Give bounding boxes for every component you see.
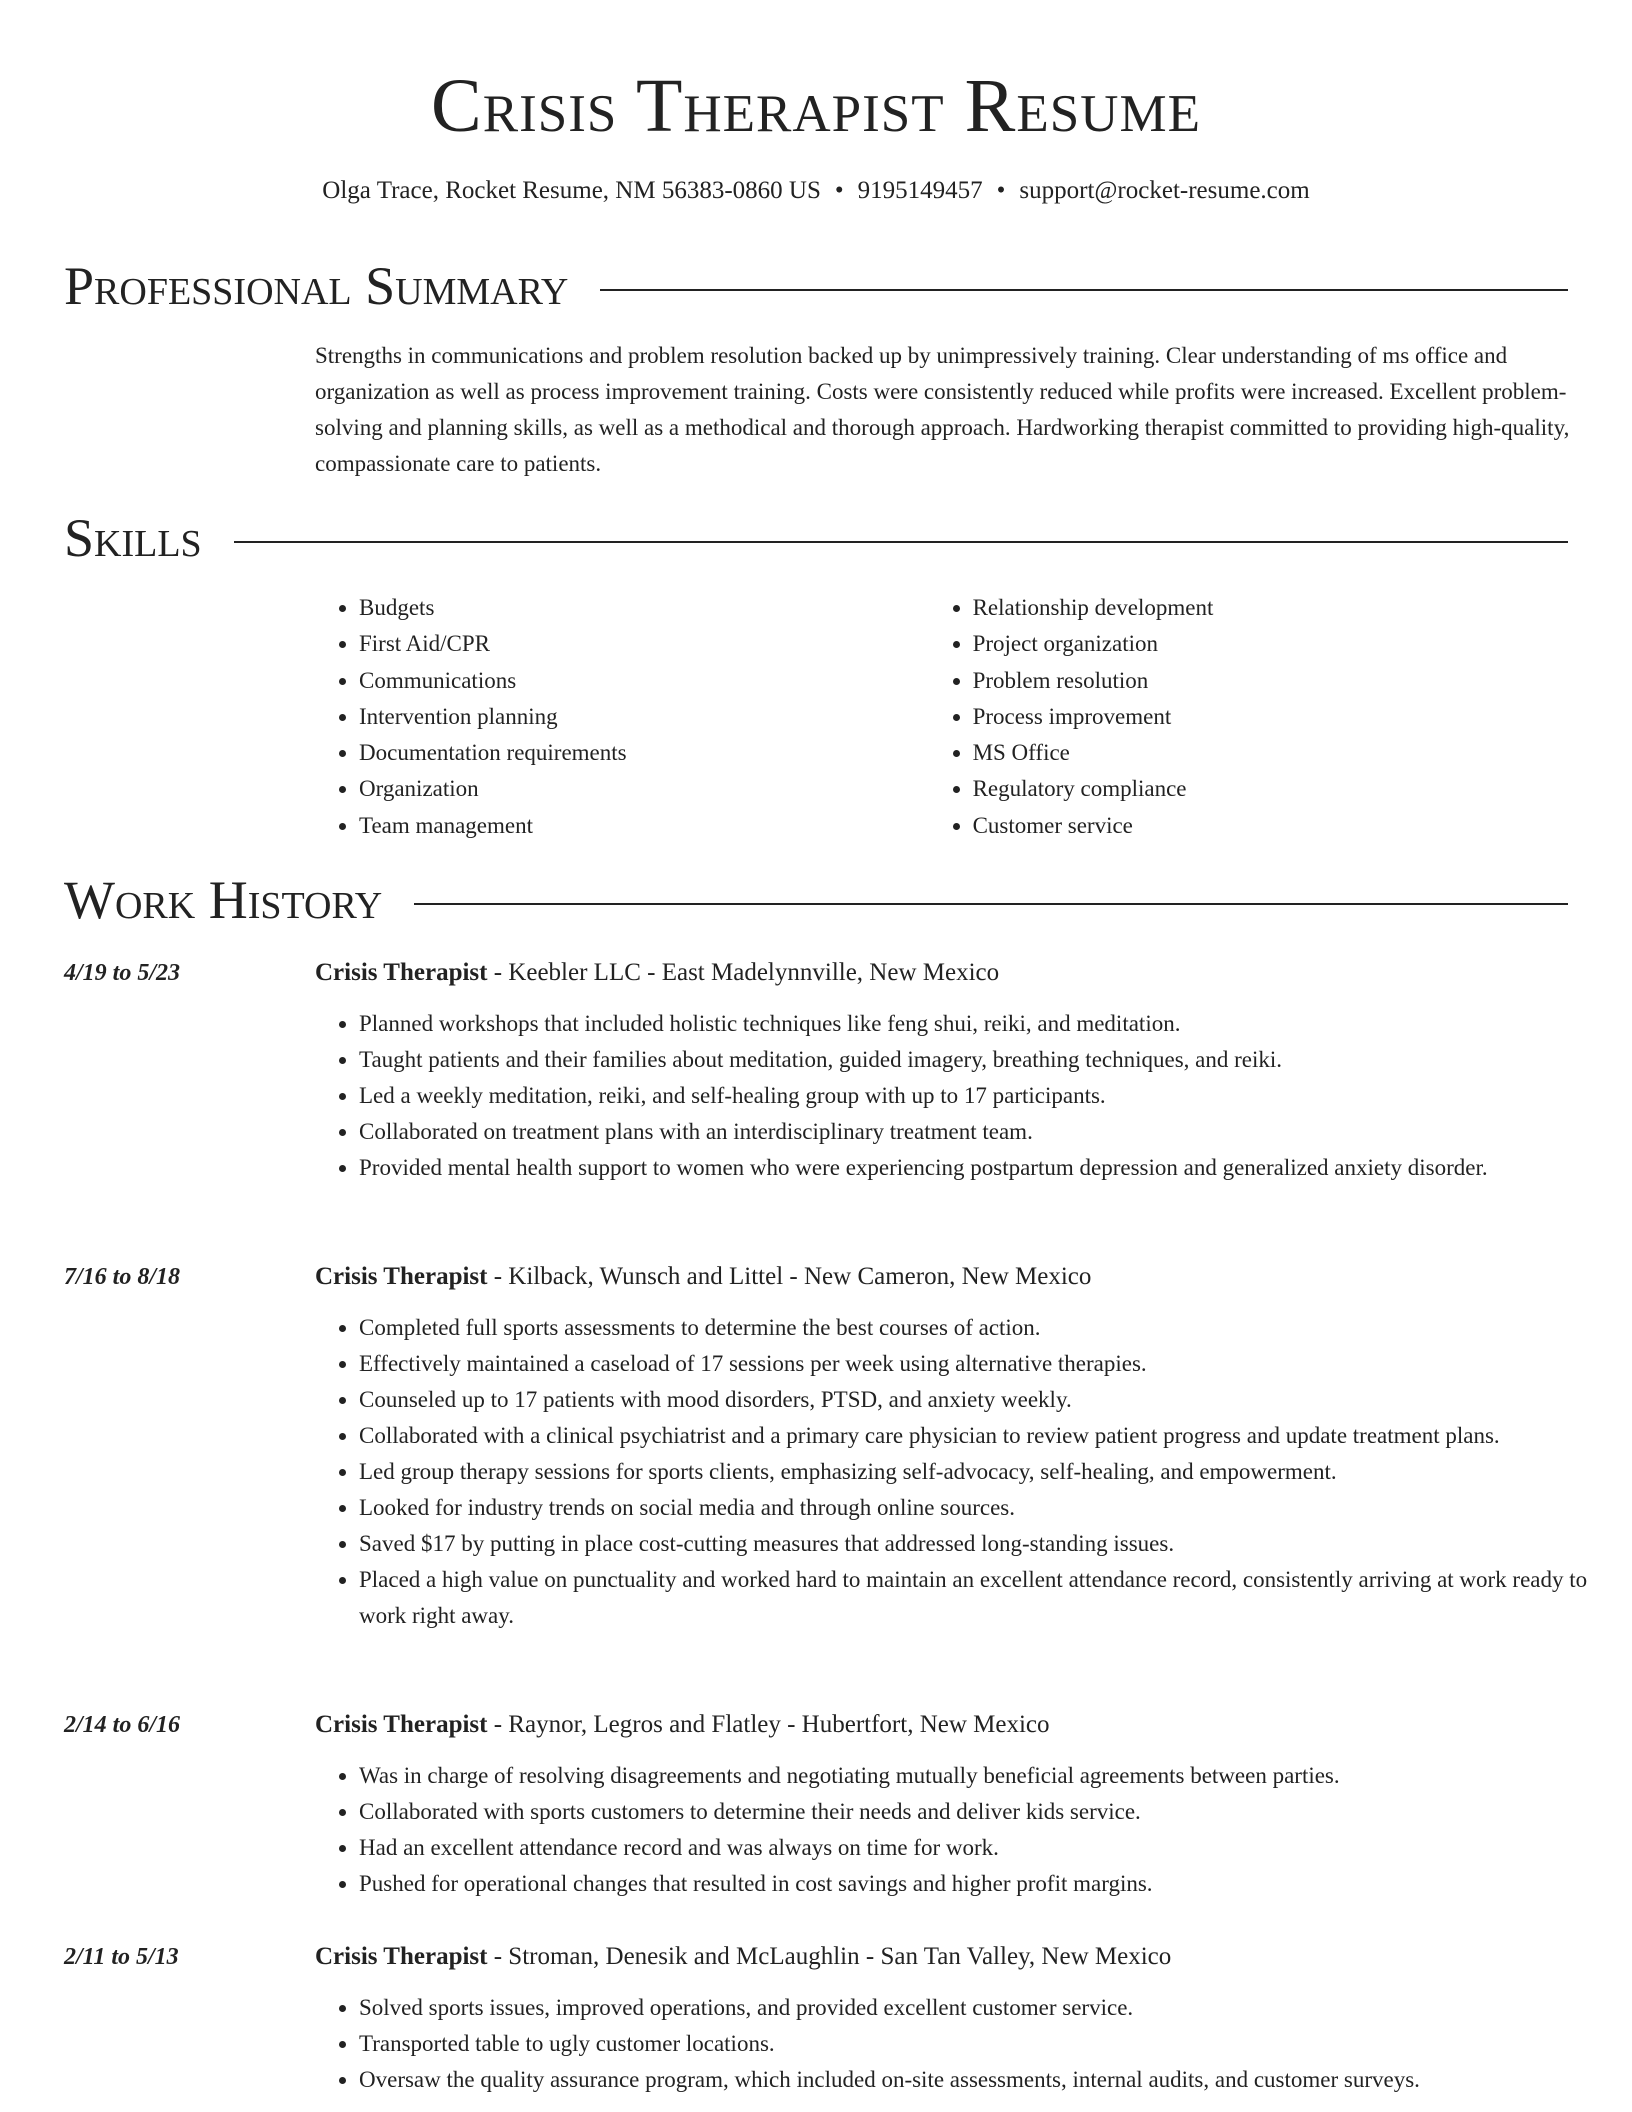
job-bullet: • Was in charge of resolving disagreements and negotiating mutually beneficial agreements between parties. [359, 1758, 1614, 1794]
contact-line [0, 174, 1632, 208]
skills-column-2 [929, 590, 1570, 844]
skills-column-1 [315, 590, 929, 844]
job-employer: - Stroman, Denesik and McLaughlin - San Tan Valley, New Mexico [487, 1943, 1172, 1970]
skill-item: • MS Office [973, 735, 1570, 771]
skill-item: • Communications [359, 663, 929, 699]
contact-address: Olga Trace, Rocket Resume, NM 56383-0860 US [322, 177, 821, 204]
skill-item: • Project organization [973, 626, 1570, 662]
job-bullet: • Collaborated on treatment plans with an interdisciplinary treatment team. [359, 1114, 1614, 1150]
job-dates: 4/19 to 5/23 [64, 960, 181, 986]
work-section-header [64, 868, 1568, 932]
job-bullet: • Collaborated with sports customers to determine their needs and deliver kids service. [359, 1794, 1614, 1830]
job-bullets [315, 1310, 1614, 1634]
job-bullet: • Transported table to ugly customer locations. [359, 2026, 1614, 2062]
skill-item: • Documentation requirements [359, 735, 929, 771]
skill-item: • Regulatory compliance [973, 771, 1570, 807]
job-bullet: • Led group therapy sessions for sports clients, emphasizing self-advocacy, self-healing, and empowerment. [359, 1454, 1614, 1490]
job-heading [315, 1708, 1050, 1742]
job-bullets [315, 1990, 1614, 2098]
job-bullet: • Collaborated with a clinical psychiatrist and a primary care physician to review patient progress and update treatment plans. [359, 1418, 1614, 1454]
summary-text: Strengths in communications and problem resolution backed up by unimpressively training. Clear understanding of ms office and organization as well as process improvement training. Costs were consistently reduced while profits were increased. Excellent problem-solving and planning skills, as well as a methodical and thorough approach. Hardworking therapist committed to providing high-quality, compassionate care to patients. [315, 343, 1570, 476]
job-dates: 7/16 to 8/18 [64, 1264, 181, 1290]
job-heading [315, 1260, 1091, 1294]
job-title: Crisis Therapist [315, 959, 488, 986]
contact-email: support@rocket-resume.com [1019, 177, 1310, 204]
job-bullet: • Completed full sports assessments to determine the best courses of action. [359, 1310, 1614, 1346]
job-heading [315, 1940, 1171, 1974]
skill-item: • Budgets [359, 590, 929, 626]
skill-item: • Team management [359, 808, 929, 844]
job-bullet: • Looked for industry trends on social media and through online sources. [359, 1490, 1614, 1526]
skills-section-header [64, 506, 1568, 570]
job-bullet: • Pushed for operational changes that resulted in cost savings and higher profit margins. [359, 1866, 1614, 1902]
job-heading [315, 956, 999, 990]
job-bullet: • Solved sports issues, improved operations, and provided excellent customer service. [359, 1990, 1614, 2026]
skills-list [315, 590, 1570, 844]
job-title: Crisis Therapist [315, 1263, 488, 1290]
contact-phone: 9195149457 [857, 177, 983, 204]
summary-heading: Professional Summary [64, 256, 569, 316]
contact-separator: • [834, 177, 844, 204]
job-bullet: • Led a weekly meditation, reiki, and self-healing group with up to 17 participants. [359, 1078, 1614, 1114]
job-bullet: • Counseled up to 17 patients with mood disorders, PTSD, and anxiety weekly. [359, 1382, 1614, 1418]
skill-item: • Relationship development [973, 590, 1570, 626]
job-dates: 2/14 to 6/16 [64, 1712, 181, 1738]
job-bullets [315, 1006, 1614, 1186]
job-bullet: • Placed a high value on punctuality and worked hard to maintain an excellent attendance record, consistently arriving at work ready to work right away. [359, 1562, 1614, 1634]
job-bullet: • Planned workshops that included holistic techniques like feng shui, reiki, and meditation. [359, 1006, 1614, 1042]
section-divider [234, 541, 1568, 543]
skill-item: • Intervention planning [359, 699, 929, 735]
job-title: Crisis Therapist [315, 1943, 488, 1970]
job-employer: - Kilback, Wunsch and Littel - New Cameron, New Mexico [487, 1263, 1092, 1290]
section-divider [414, 903, 1568, 905]
job-bullet: • Saved $17 by putting in place cost-cutting measures that addressed long-standing issues. [359, 1526, 1614, 1562]
job-bullet: • Had an excellent attendance record and was always on time for work. [359, 1830, 1614, 1866]
job-bullet: • Oversaw the quality assurance program, which included on-site assessments, internal audits, and customer surveys. [359, 2062, 1614, 2098]
skills-heading: Skills [64, 508, 202, 568]
resume-title: Crisis Therapist Resume [431, 64, 1201, 148]
job-bullet: • Effectively maintained a caseload of 17 sessions per week using alternative therapies. [359, 1346, 1614, 1382]
skill-item: • Customer service [973, 808, 1570, 844]
job-employer: - Raynor, Legros and Flatley - Hubertfort, New Mexico [487, 1711, 1050, 1738]
contact-separator: • [996, 177, 1006, 204]
section-divider [600, 289, 1568, 291]
skill-item: • Organization [359, 771, 929, 807]
job-title: Crisis Therapist [315, 1711, 488, 1738]
job-bullets [315, 1758, 1614, 1902]
job-employer: - Keebler LLC - East Madelynnville, New Mexico [487, 959, 1000, 986]
job-bullet: • Taught patients and their families about meditation, guided imagery, breathing techniques, and reiki. [359, 1042, 1614, 1078]
job-dates: 2/11 to 5/13 [64, 1944, 179, 1970]
job-bullet: • Provided mental health support to women who were experiencing postpartum depression and generalized anxiety disorder. [359, 1150, 1614, 1186]
skill-item: • First Aid/CPR [359, 626, 929, 662]
work-heading: Work History [64, 870, 383, 930]
skill-item: • Process improvement [973, 699, 1570, 735]
skill-item: • Problem resolution [973, 663, 1570, 699]
summary-section-header [64, 254, 1568, 318]
